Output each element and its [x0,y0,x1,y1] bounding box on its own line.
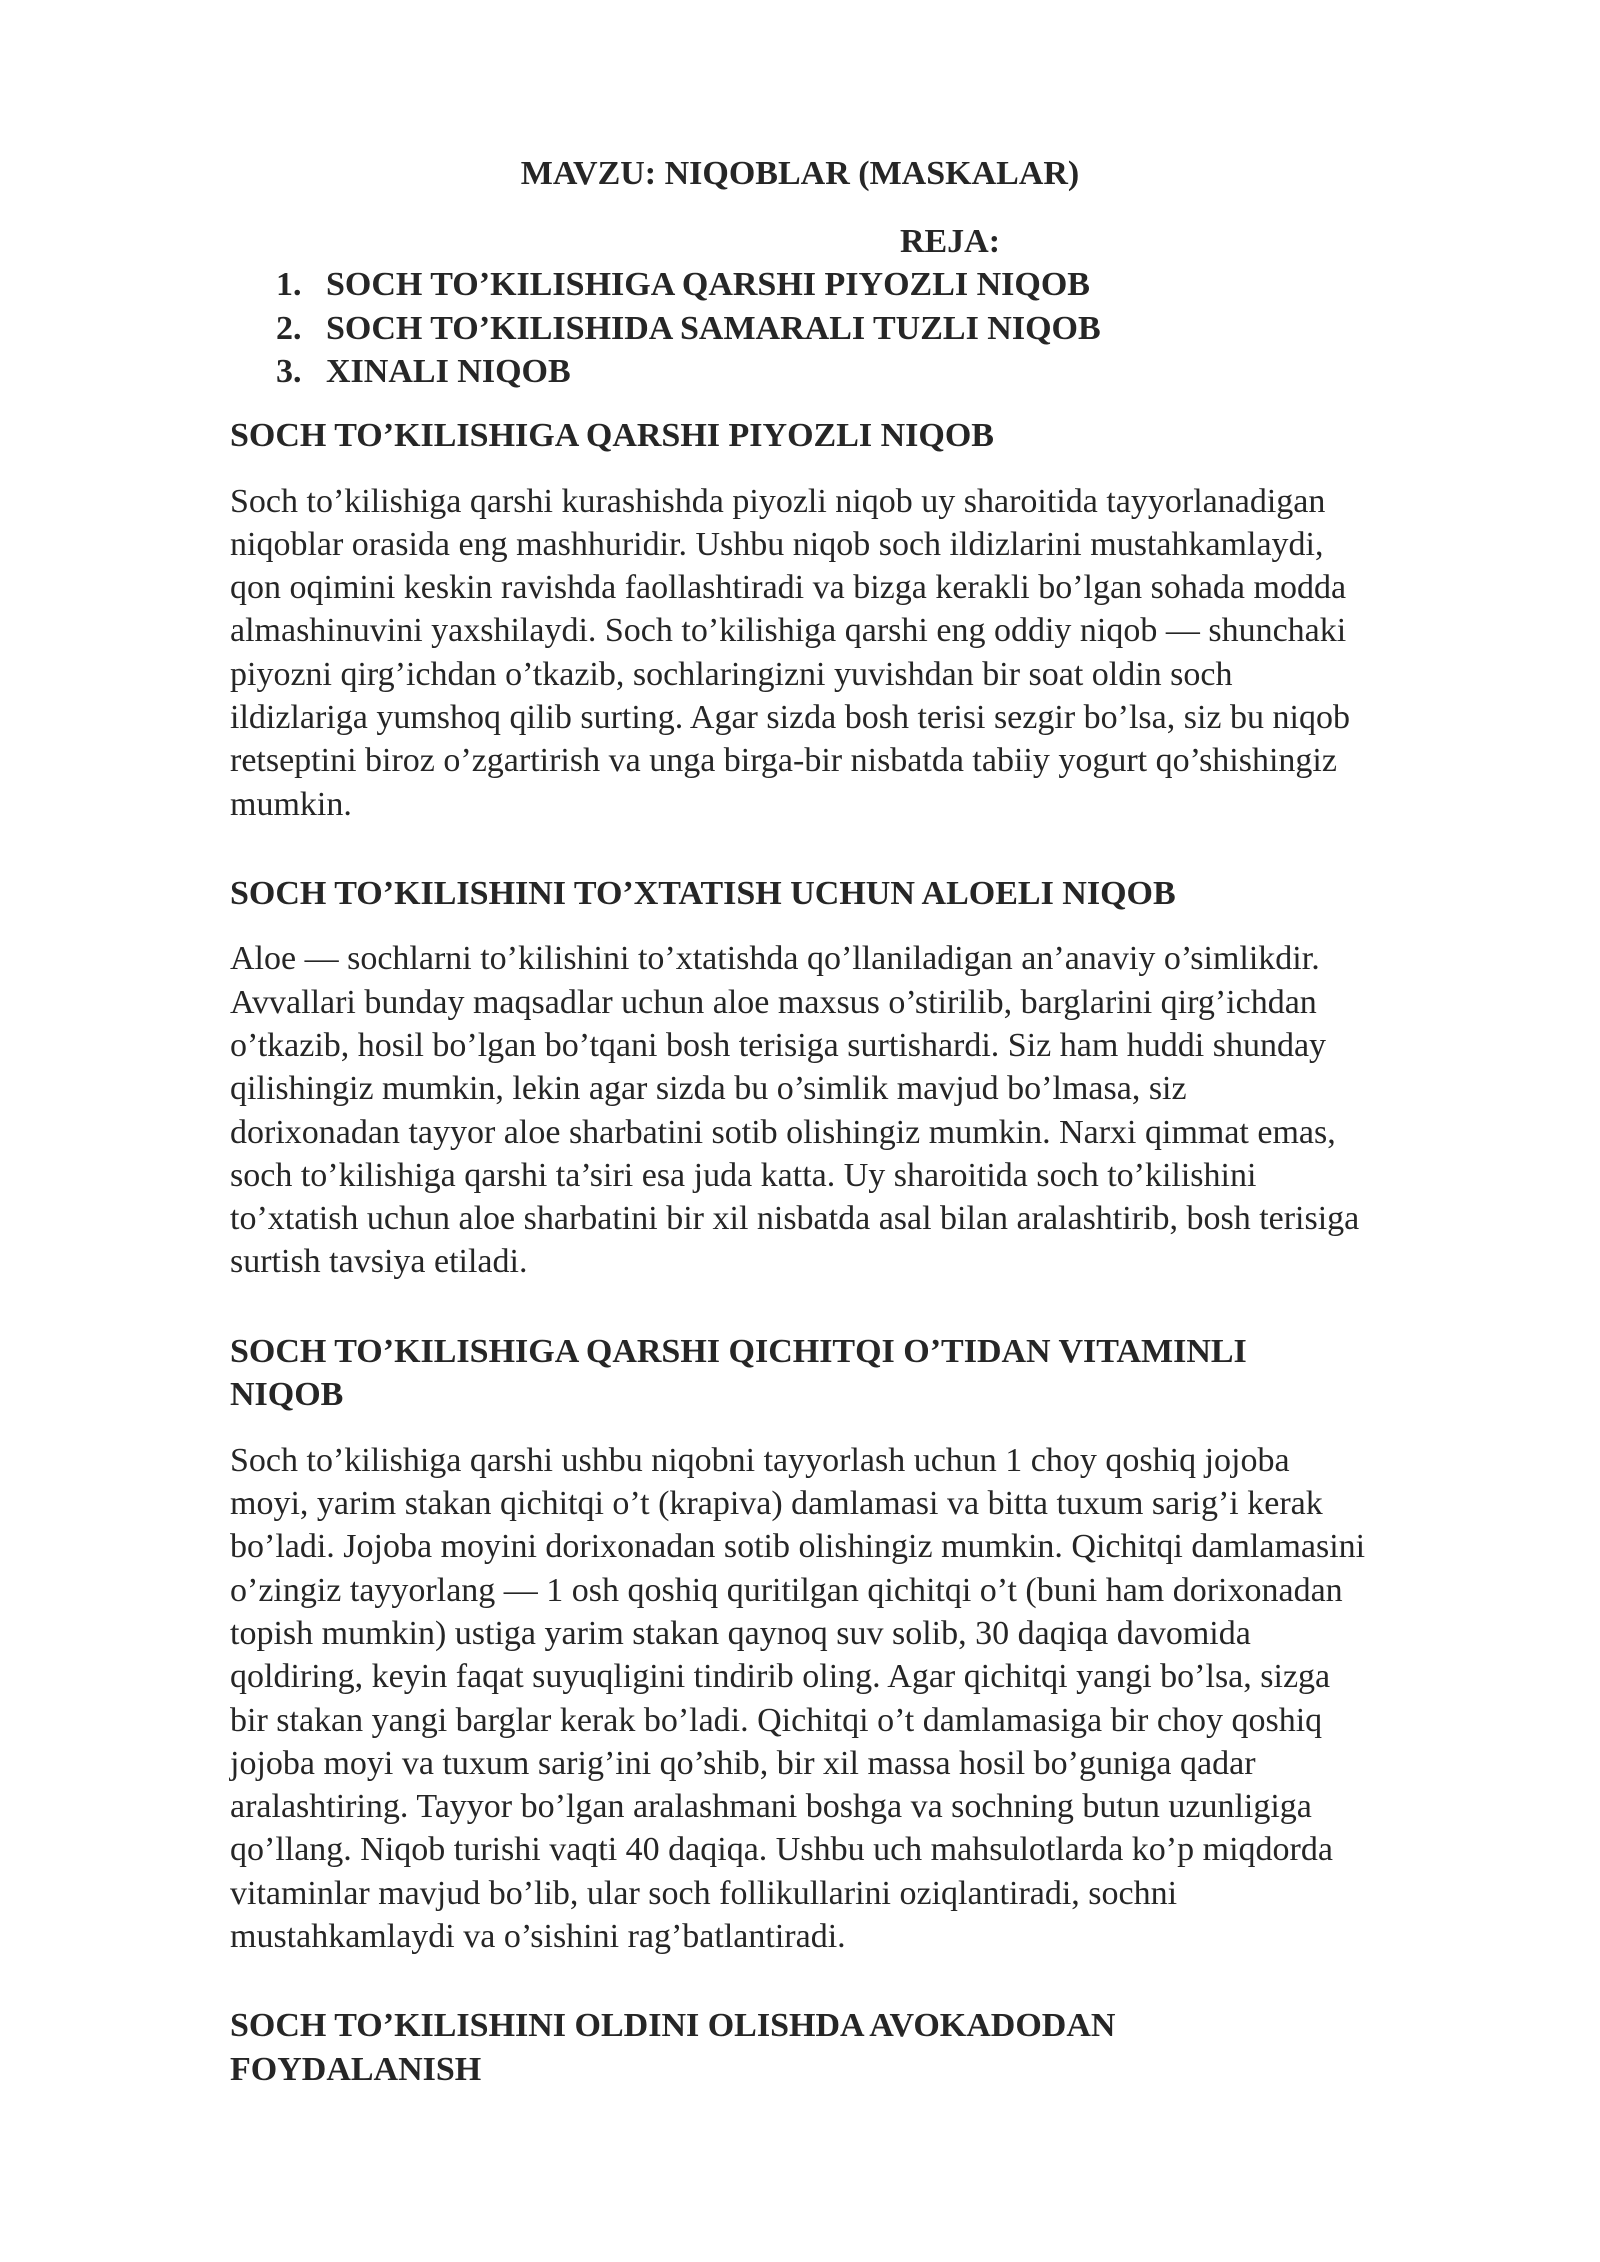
paragraph-line: qilishingiz mumkin, lekin agar sizda bu o’simlik mavjud bo’lmasa, siz [230,1070,1187,1108]
section-paragraph [230,1439,1510,1959]
plan-item-number: 2. [276,309,302,347]
plan-item [276,263,1101,307]
document-title: MAVZU: NIQOBLAR (MASKALAR) [520,155,1080,192]
paragraph-line: mumkin. [230,785,352,823]
plan-item-text: SOCH TO’KILISHIDA SAMARALI TUZLI NIQOB [326,309,1101,347]
paragraph-line: soch to’kilishiga qarshi ta’siri esa juda katta. Uy sharoitida soch to’kilishini [230,1156,1257,1194]
section-paragraph [230,937,1510,1283]
section-heading [230,872,1510,916]
plan-list [276,263,1101,394]
paragraph-line: Soch to’kilishiga qarshi ushbu niqobni tayyorlash uchun 1 choy qoshiq jojoba [230,1441,1290,1479]
paragraph-line: ildizlariga yumshoq qilib surting. Agar sizda bosh terisi sezgir bo’lsa, siz bu niqob [230,698,1350,736]
plan-item [276,307,1101,351]
paragraph-line: bo’ladi. Jojoba moyini dorixonadan sotib olishingiz mumkin. Qichitqi damlamasini [230,1528,1366,1566]
paragraph-line: Soch to’kilishiga qarshi kurashishda piyozli niqob uy sharoitida tayyorlanadigan [230,482,1326,520]
section-heading-line: SOCH TO’KILISHIGA QARSHI QICHITQI O’TIDAN VITAMINLI [230,1332,1247,1370]
paragraph-line: o’tkazib, hosil bo’lgan bo’tqani bosh terisiga surtishardi. Siz ham huddi shunday [230,1026,1327,1064]
section-paragraph [230,480,1510,826]
section-heading-line: SOCH TO’KILISHIGA QARSHI PIYOZLI NIQOB [230,417,994,454]
plan-item-number: 1. [276,266,302,303]
paragraph-line: bir stakan yangi barglar kerak bo’ladi. Qichitqi o’t damlamasiga bir choy qoshiq [230,1701,1323,1739]
plan-item-text: XINALI NIQOB [326,353,571,390]
paragraph-line: moyi, yarim stakan qichitqi o’t (krapiva) damlamasi va bitta tuxum sarig’i kerak [230,1485,1323,1523]
paragraph-line: qoldiring, keyin faqat suyuqligini tindirib oling. Agar qichitqi yangi bo’lsa, sizga [230,1658,1331,1696]
paragraph-line: Aloe — sochlarni to’kilishini to’xtatishda qo’llaniladigan an’anaviy o’simlikdir. [230,940,1320,978]
plan-item-number: 3. [276,353,302,390]
section-heading-line: FOYDALANISH [230,2050,482,2088]
paragraph-line: jojoba moyi va tuxum sarig’ini qo’shib, bir xil massa hosil bo’guniga qadar [230,1744,1256,1782]
paragraph-line: niqoblar orasida eng mashhuridir. Ushbu niqob soch ildizlarini mustahkamlaydi, [230,525,1324,563]
plan-item-text: SOCH TO’KILISHIGA QARSHI PIYOZLI NIQOB [326,266,1090,303]
section-heading-line: NIQOB [230,1376,344,1414]
document-content [230,414,1510,2113]
plan-item [276,350,1101,394]
paragraph-line: to’xtatish uchun aloe sharbatini bir xil nisbatda asal bilan aralashtirib, bosh terisiga [230,1200,1360,1238]
paragraph-line: qon oqimini keskin ravishda faollashtiradi va bizga kerakli bo’lgan sohada modda [230,569,1347,607]
plan-label: REJA: [899,223,1001,260]
paragraph-line: retseptini biroz o’zgartirish va unga birga-bir nisbatda tabiiy yogurt qo’shishingiz [230,742,1337,780]
paragraph-line: dorixonadan tayyor aloe sharbatini sotib olishingiz mumkin. Narxi qimmat emas, [230,1113,1336,1151]
paragraph-line: o’zingiz tayyorlang — 1 osh qoshiq quritilgan qichitqi o’t (buni ham dorixonadan [230,1571,1343,1609]
paragraph-line: surtish tavsiya etiladi. [230,1243,528,1281]
section-heading [230,1330,1510,1417]
section-heading-line: SOCH TO’KILISHINI TO’XTATISH UCHUN ALOELI NIQOB [230,874,1176,912]
section-heading [230,2004,1510,2091]
paragraph-line: qo’llang. Niqob turishi vaqti 40 daqiqa. Ushbu uch mahsulotlarda ko’p miqdorda [230,1831,1333,1869]
paragraph-line: aralashtiring. Tayyor bo’lgan aralashmani boshga va sochning butun uzunligiga [230,1788,1312,1826]
paragraph-line: Avvallari bunday maqsadlar uchun aloe maxsus o’stirilib, barglarini qirg’ichdan [230,983,1317,1021]
paragraph-line: topish mumkin) ustiga yarim stakan qaynoq suv solib, 30 daqiqa davomida [230,1614,1251,1652]
paragraph-line: piyozni qirg’ichdan o’tkazib, sochlaringizni yuvishdan bir soat oldin soch [230,655,1233,693]
paragraph-line: almashinuvini yaxshilaydi. Soch to’kilishiga qarshi eng oddiy niqob — shunchaki [230,612,1347,650]
section-heading [230,414,1510,458]
paragraph-line: mustahkamlaydi va o’sishini rag’batlantiradi. [230,1918,846,1956]
paragraph-line: vitaminlar mavjud bo’lib, ular soch follikullarini oziqlantiradi, sochni [230,1874,1178,1912]
section-heading-line: SOCH TO’KILISHINI OLDINI OLISHDA AVOKADODAN [230,2007,1116,2045]
